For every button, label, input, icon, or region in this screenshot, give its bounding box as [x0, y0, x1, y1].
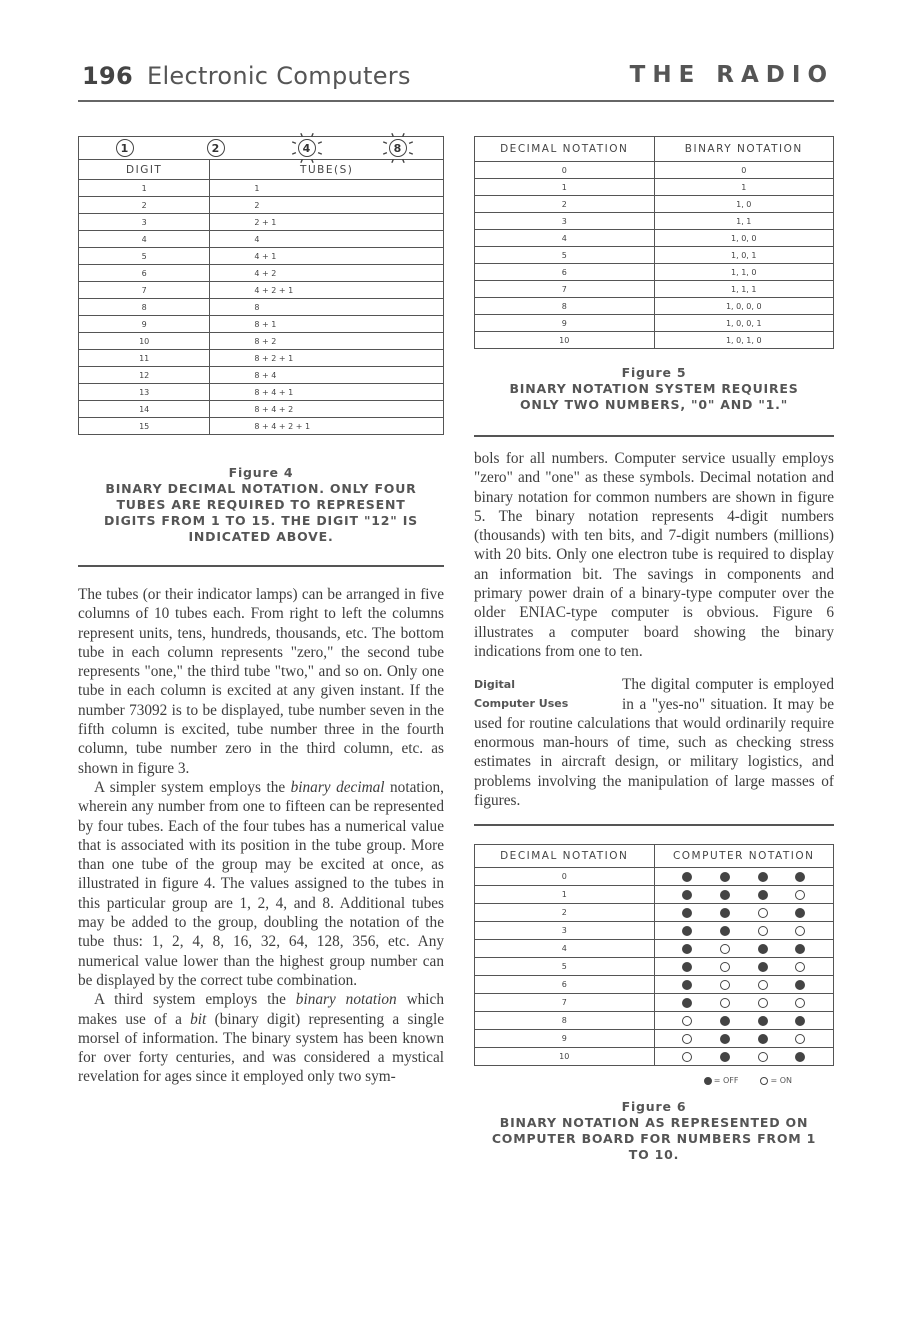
legend-on: = ON: [760, 1076, 792, 1085]
table-row: [79, 350, 444, 367]
filled-circle-icon: [758, 944, 768, 954]
figure-caption-text: BINARY DECIMAL NOTATION. ONLY FOUR TUBES ARE REQUIRED TO REPRESENT DIGITS FROM 1 TO 15. THE DIGIT "12" IS INDICATED ABOVE.: [104, 481, 418, 544]
filled-circle-icon: [682, 962, 692, 972]
filled-circle-icon: [795, 1052, 805, 1062]
filled-circle-icon: [720, 890, 730, 900]
running-header: [82, 62, 411, 90]
open-circle-icon: [682, 1052, 692, 1062]
computer-notation-cell: [654, 904, 834, 922]
open-circle-icon: [758, 908, 768, 918]
open-circle-icon: [795, 926, 805, 936]
filled-circle-icon: [758, 890, 768, 900]
table-cell: 1, 0: [654, 196, 834, 213]
figure-label: Figure 4: [228, 465, 294, 480]
table-header-row: [475, 845, 834, 868]
table-cell: 1, 0, 0, 1: [654, 315, 834, 332]
paragraph: The digital computer is employed in a "yes-no" situation. It may be used for routine calculations that would ordinarily require enormous man-hours of time, such as checking stress estimates in aircraft design, or military logistics, and problems involving the manipulation of large masses of figures.: [474, 676, 834, 810]
open-circle-icon: [720, 980, 730, 990]
figure-4-caption: [78, 465, 444, 545]
decimal-cell: 4: [475, 940, 655, 958]
table-row: [79, 316, 444, 333]
table-cell: 4 + 1: [210, 248, 444, 265]
table-cell: 1: [654, 179, 834, 196]
table-cell: 1: [475, 179, 655, 196]
table-cell: 8 + 4: [210, 367, 444, 384]
table-header-row: [475, 137, 834, 162]
table-cell: 1, 0, 1: [654, 247, 834, 264]
table-cell: 1, 0, 0, 0: [654, 298, 834, 315]
table-cell: 8 + 4 + 1: [210, 384, 444, 401]
table-row: [79, 367, 444, 384]
left-column: [78, 136, 444, 1087]
table-row: [79, 180, 444, 197]
column-header: COMPUTER NOTATION: [654, 845, 834, 868]
table-row: [79, 333, 444, 350]
table-cell: 2: [79, 197, 210, 214]
table-row: [79, 197, 444, 214]
table-cell: 6: [475, 264, 655, 281]
column-header: TUBE(S): [210, 160, 444, 180]
open-circle-icon: [795, 890, 805, 900]
computer-notation-cell: [654, 886, 834, 904]
filled-circle-icon: [795, 872, 805, 882]
filled-circle-icon: [720, 1016, 730, 1026]
table-cell: 12: [79, 367, 210, 384]
tube-value: 2: [207, 139, 225, 157]
side-heading: Digital Computer Uses: [474, 678, 569, 711]
table-cell: 1, 0, 0: [654, 230, 834, 247]
table-cell: 4: [210, 231, 444, 248]
tube-group: [79, 137, 443, 159]
computer-notation-cell: [654, 994, 834, 1012]
table-row: [79, 248, 444, 265]
open-circle-icon: [760, 1077, 768, 1085]
filled-circle-icon: [682, 890, 692, 900]
table-cell: 7: [475, 281, 655, 298]
table-row: [475, 976, 834, 994]
filled-circle-icon: [704, 1077, 712, 1085]
column-header: DIGIT: [79, 160, 210, 180]
table-row: [475, 332, 834, 349]
table-cell: 1, 1: [654, 213, 834, 230]
filled-circle-icon: [720, 1034, 730, 1044]
figure-4-table: [78, 136, 444, 435]
table-cell: 15: [79, 418, 210, 435]
tube-value: 1: [116, 139, 134, 157]
table-row: [475, 264, 834, 281]
computer-notation-cell: [654, 1030, 834, 1048]
table-cell: 4: [475, 230, 655, 247]
table-cell: 14: [79, 401, 210, 418]
table-row: [475, 298, 834, 315]
table-cell: 2: [210, 197, 444, 214]
column-header: BINARY NOTATION: [654, 137, 834, 162]
open-circle-icon: [795, 962, 805, 972]
decimal-cell: 3: [475, 922, 655, 940]
computer-notation-cell: [654, 958, 834, 976]
table-cell: 3: [475, 213, 655, 230]
open-circle-icon: [682, 1016, 692, 1026]
side-heading-section: [474, 675, 834, 810]
figure-caption-text: BINARY NOTATION SYSTEM REQUIRES ONLY TWO NUMBERS, "0" AND "1.": [509, 381, 799, 412]
table-row: [475, 1030, 834, 1048]
computer-notation-cell: [654, 976, 834, 994]
right-body-text: [474, 449, 834, 810]
open-circle-icon: [758, 1052, 768, 1062]
table-cell: 2 + 1: [210, 214, 444, 231]
table-row: [79, 231, 444, 248]
decimal-cell: 1: [475, 886, 655, 904]
table-row: [475, 315, 834, 332]
decimal-cell: 6: [475, 976, 655, 994]
legend-off: = OFF: [704, 1076, 739, 1085]
figure-5-table: [474, 136, 834, 349]
page-number: 196: [82, 62, 133, 90]
table-cell: 8: [210, 299, 444, 316]
table-cell: 1, 1, 1: [654, 281, 834, 298]
section-rule: [474, 824, 834, 826]
table-row: [79, 401, 444, 418]
header-rule: [78, 100, 834, 102]
figure-label: Figure 6: [621, 1099, 687, 1115]
table-cell: 7: [79, 282, 210, 299]
figure-6-table: [474, 844, 834, 1066]
table-row: [475, 940, 834, 958]
table-row: [475, 886, 834, 904]
table-cell: 4 + 2: [210, 265, 444, 282]
decimal-cell: 9: [475, 1030, 655, 1048]
table-cell: 6: [79, 265, 210, 282]
filled-circle-icon: [720, 908, 730, 918]
table-cell: 0: [475, 162, 655, 179]
computer-notation-cell: [654, 940, 834, 958]
table-cell: 8 + 1: [210, 316, 444, 333]
left-body-text: [78, 585, 444, 1087]
table-cell: 11: [79, 350, 210, 367]
open-circle-icon: [758, 980, 768, 990]
paragraph: A simpler system employs the binary decimal notation, wherein any number from one to fifteen can be represented by four tubes. Each of the four tubes has a numerical value that is associated with its position in the tube group. More than one tube of the group may be excited at once, as illustrated in figure 4. The values assigned to the tubes in this particular group are 1, 2, 4, and 8. Additional tubes may be added to the group, doubling the notation of the tube thus: 1, 2, 4, 8, 16, 32, 64, 128, 356, etc. Any numerical value lower than the highest group number can be displayed by the correct tube combination.: [78, 778, 444, 989]
table-row: [475, 196, 834, 213]
filled-circle-icon: [682, 872, 692, 882]
right-column: [474, 136, 834, 1163]
decimal-cell: 0: [475, 868, 655, 886]
table-row: [475, 213, 834, 230]
table-row: [79, 384, 444, 401]
filled-circle-icon: [682, 926, 692, 936]
glow-rays-icon: [381, 131, 415, 165]
table-cell: 2: [475, 196, 655, 213]
table-cell: 8 + 4 + 2: [210, 401, 444, 418]
figure-6-legend: [474, 1076, 834, 1085]
filled-circle-icon: [720, 926, 730, 936]
filled-circle-icon: [720, 1052, 730, 1062]
publication-title: THE RADIO: [629, 62, 834, 88]
table-row: [79, 282, 444, 299]
paragraph: The tubes (or their indicator lamps) can be arranged in five columns of 10 tubes each. From right to left the columns represent units, tens, hundreds, thousands, etc. The bottom tube in each column represents "zero," the second tube represents "one," the third tube "two," and so on. Only one tube in each column is excited at any given instant. If the number 73092 is to be displayed, tube number seven in the fifth column is excited, tube number three in the fourth column, tube number zero in the third column, etc. as shown in figure 3.: [78, 586, 444, 777]
table-cell: 10: [79, 333, 210, 350]
computer-notation-cell: [654, 1048, 834, 1066]
filled-circle-icon: [682, 944, 692, 954]
table-cell: 8: [79, 299, 210, 316]
decimal-cell: 7: [475, 994, 655, 1012]
tube-display-row: [79, 137, 444, 160]
lit-tube-icon: [387, 137, 409, 159]
figure-5-caption: [474, 365, 834, 413]
tube-icon: [205, 137, 227, 159]
filled-circle-icon: [758, 1016, 768, 1026]
table-cell: 4 + 2 + 1: [210, 282, 444, 299]
table-row: [79, 418, 444, 435]
open-circle-icon: [795, 998, 805, 1008]
table-cell: 10: [475, 332, 655, 349]
table-cell: 13: [79, 384, 210, 401]
computer-notation-cell: [654, 922, 834, 940]
filled-circle-icon: [758, 1034, 768, 1044]
table-row: [475, 994, 834, 1012]
table-cell: 1, 1, 0: [654, 264, 834, 281]
computer-notation-cell: [654, 1012, 834, 1030]
tube-value: 4: [298, 139, 316, 157]
table-row: [79, 214, 444, 231]
table-cell: 8 + 2: [210, 333, 444, 350]
table-cell: 8 + 2 + 1: [210, 350, 444, 367]
table-cell: 5: [79, 248, 210, 265]
table-cell: 1: [79, 180, 210, 197]
paragraph: bols for all numbers. Computer service usually employs "zero" and "one" as these symbols. Decimal notation and binary notation for common numbers are shown in figure 5. The binary notation represents 4-digit numbers (thousands) with ten bits, and 7-digit numbers (millions) with 20 bits. Only one electron tube is required to display an information bit. The savings in components and primary power drain of a binary-type computer over the older ENIAC-type computer is obvious. Figure 6 illustrates a computer board showing the binary indications from one to ten.: [474, 450, 834, 660]
decimal-cell: 2: [475, 904, 655, 922]
figure-label: Figure 5: [621, 365, 687, 380]
figure-6-caption: [474, 1099, 834, 1163]
table-cell: 1, 0, 1, 0: [654, 332, 834, 349]
table-row: [79, 299, 444, 316]
figure-caption-text: BINARY NOTATION AS REPRESENTED ON COMPUTER BOARD FOR NUMBERS FROM 1 TO 10.: [491, 1115, 817, 1163]
decimal-cell: 10: [475, 1048, 655, 1066]
section-rule: [474, 435, 834, 437]
paragraph: A third system employs the binary notation which makes use of a bit (binary digit) representing a single morsel of information. The binary system has been known for over forty centuries, and was considered a mystical revelation for ages since it employed only two sym-: [78, 991, 444, 1086]
glow-rays-icon: [290, 131, 324, 165]
table-row: [475, 868, 834, 886]
column-header: DECIMAL NOTATION: [475, 137, 655, 162]
table-cell: 8 + 4 + 2 + 1: [210, 418, 444, 435]
table-row: [475, 179, 834, 196]
table-cell: 9: [475, 315, 655, 332]
section-title: Electronic Computers: [147, 62, 411, 90]
open-circle-icon: [795, 1034, 805, 1044]
open-circle-icon: [758, 998, 768, 1008]
open-circle-icon: [720, 962, 730, 972]
figure-6-body: [475, 868, 834, 1066]
figure-4-body: [79, 180, 444, 435]
table-row: [475, 922, 834, 940]
table-row: [475, 1048, 834, 1066]
table-cell: 5: [475, 247, 655, 264]
filled-circle-icon: [720, 872, 730, 882]
table-row: [475, 1012, 834, 1030]
open-circle-icon: [720, 998, 730, 1008]
section-rule: [78, 565, 444, 567]
filled-circle-icon: [758, 962, 768, 972]
table-cell: 1: [210, 180, 444, 197]
table-row: [475, 281, 834, 298]
tube-icon: [114, 137, 136, 159]
table-row: [475, 162, 834, 179]
table-row: [475, 904, 834, 922]
open-circle-icon: [758, 926, 768, 936]
filled-circle-icon: [795, 908, 805, 918]
filled-circle-icon: [682, 980, 692, 990]
filled-circle-icon: [682, 908, 692, 918]
filled-circle-icon: [795, 1016, 805, 1026]
table-cell: 4: [79, 231, 210, 248]
table-cell: 9: [79, 316, 210, 333]
computer-notation-cell: [654, 868, 834, 886]
decimal-cell: 5: [475, 958, 655, 976]
open-circle-icon: [682, 1034, 692, 1044]
column-header: DECIMAL NOTATION: [475, 845, 655, 868]
table-cell: 0: [654, 162, 834, 179]
table-cell: 8: [475, 298, 655, 315]
table-row: [475, 230, 834, 247]
table-row: [475, 247, 834, 264]
table-row: [79, 265, 444, 282]
table-cell: 3: [79, 214, 210, 231]
open-circle-icon: [720, 944, 730, 954]
filled-circle-icon: [795, 980, 805, 990]
filled-circle-icon: [682, 998, 692, 1008]
decimal-cell: 8: [475, 1012, 655, 1030]
tube-value: 8: [389, 139, 407, 157]
filled-circle-icon: [795, 944, 805, 954]
filled-circle-icon: [758, 872, 768, 882]
table-row: [475, 958, 834, 976]
figure-5-body: [475, 162, 834, 349]
lit-tube-icon: [296, 137, 318, 159]
